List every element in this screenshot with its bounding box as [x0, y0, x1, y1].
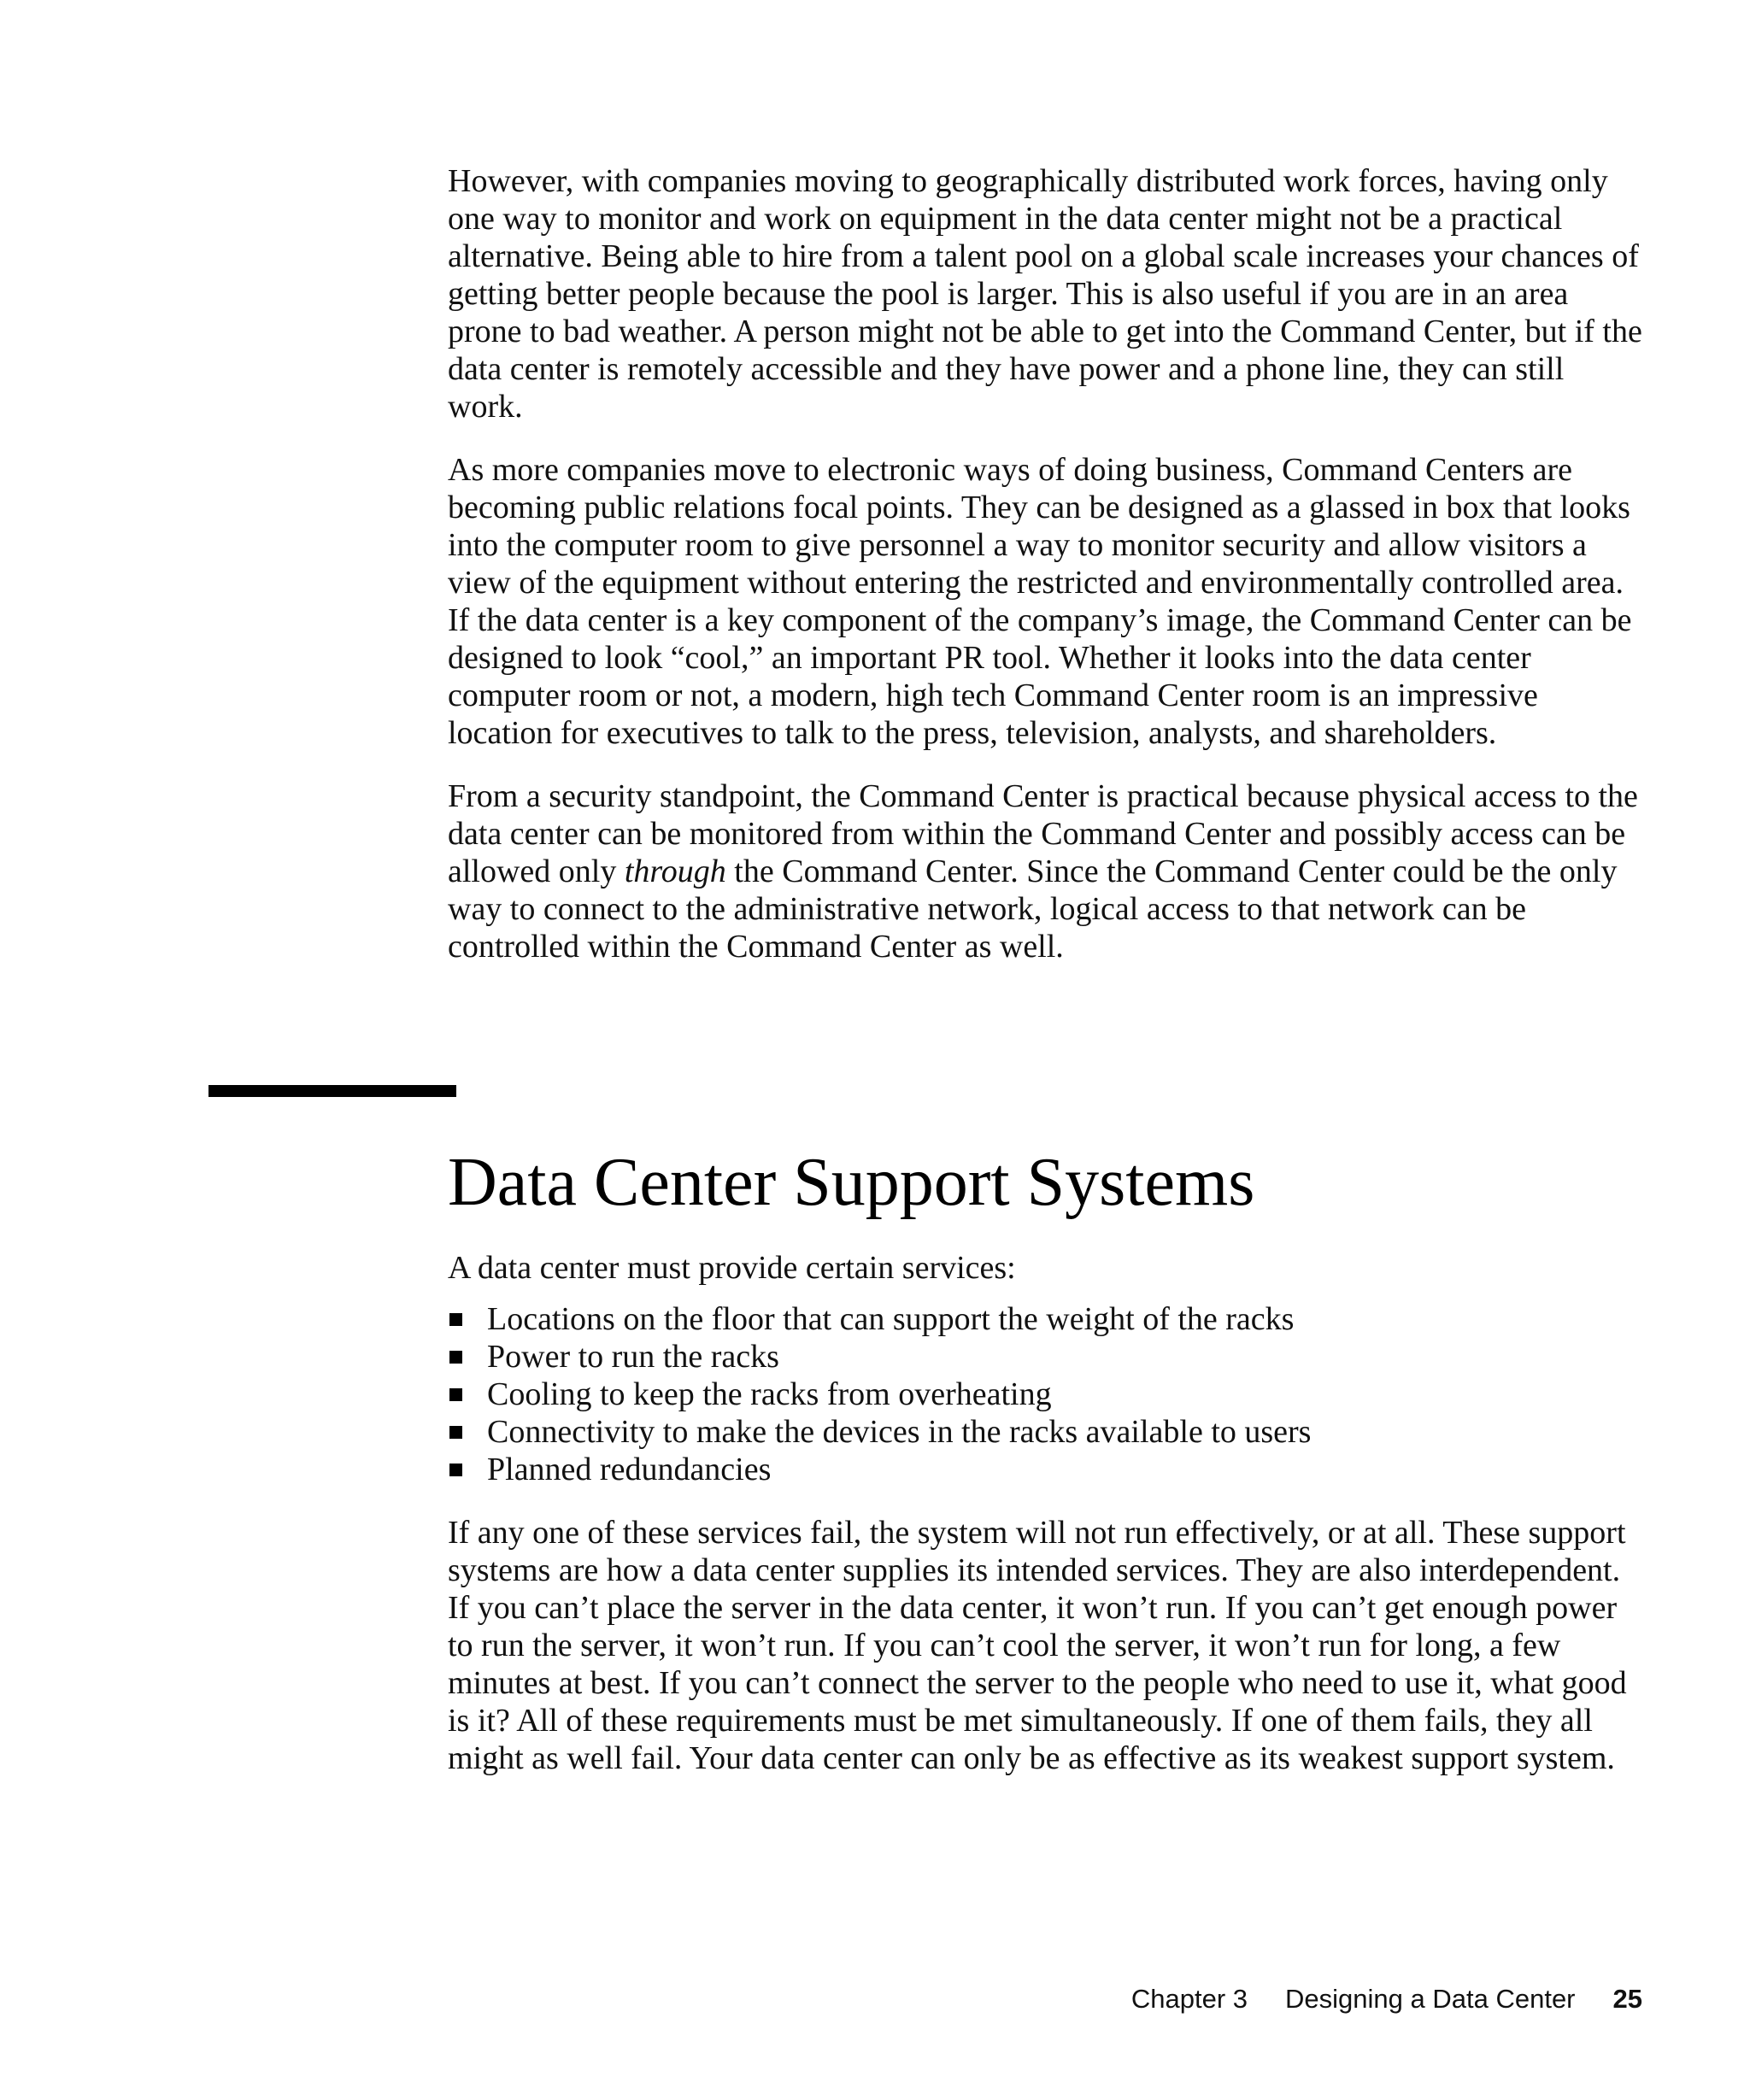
paragraph-interdependence: If any one of these services fail, the system will not run effectively, or at all. These support systems are how a data center supplies its intended services. They are also interdependent. If you can’t place the server in the data center, it won’t run. If you can’t get enough power to run the server, it won’t run. If you can’t cool the server, it won’t run for long, a few minutes at best. If you can’t connect the server to the people who need to use it, what good is it? All of these requirements must be met simultaneously. If one of them fails, they all might as well fail. Your data center can only be as effective as its weakest support system.	[448, 1515, 1627, 1776]
list-item-text: Planned redundancies	[487, 1452, 772, 1487]
list-item-text: Locations on the floor that can support the weight of the racks	[487, 1301, 1295, 1337]
square-bullet-icon	[449, 1351, 462, 1364]
footer-chapter-label: Chapter 3	[1130, 1984, 1248, 2014]
square-bullet-icon	[449, 1426, 462, 1439]
section-divider-bar	[208, 1085, 456, 1097]
list-item-text: Cooling to keep the racks from overheating	[487, 1376, 1052, 1412]
section-support-systems	[448, 1141, 1644, 1803]
emphasis-through: through	[624, 853, 726, 889]
section-intro: A data center must provide certain services:	[448, 1250, 1016, 1286]
body-text	[448, 162, 1644, 991]
page-number: 25	[1612, 1984, 1642, 2014]
paragraph-security	[448, 777, 1644, 965]
square-bullet-icon	[449, 1388, 462, 1401]
paragraph-security-end: the Command Center. Since the Command Center could be the only way to connect to the administrative network, logical access to that network can be controlled within the Command Center as well.	[448, 853, 1618, 965]
list-item	[448, 1338, 1644, 1376]
list-item	[448, 1413, 1644, 1451]
list-item-text: Power to run the racks	[487, 1339, 779, 1375]
section-title: Data Center Support Systems	[448, 1145, 1255, 1220]
list-item	[448, 1376, 1644, 1413]
services-list	[448, 1300, 1644, 1488]
square-bullet-icon	[449, 1313, 462, 1326]
paragraph-security-start: From a security standpoint, the Command Center is practical because physical access to the data center can be monitored from within the Command Center and possibly access can be allowed only	[448, 778, 1638, 889]
square-bullet-icon	[449, 1464, 462, 1476]
list-item-text: Connectivity to make the devices in the racks available to users	[487, 1414, 1312, 1450]
paragraph-public-relations: As more companies move to electronic ways of doing business, Command Centers are becoming public relations focal points. They can be designed as a glassed in box that looks into the computer room to give personnel a way to monitor security and allow visitors a view of the equipment without entering the restricted and environmentally controlled area. If the data center is a key component of the company’s image, the Command Center can be designed to look “cool,” an important PR tool. Whether it looks into the data center computer room or not, a modern, high tech Command Center room is an impressive location for executives to talk to the press, television, analysts, and shareholders.	[448, 452, 1632, 751]
paragraph-remote-work: However, with companies moving to geographically distributed work forces, having only one way to monitor and work on equipment in the data center might not be a practical alternative. Being able to hire from a talent pool on a global scale increases your chances of getting better people because the pool is larger. This is also useful if you are in an area prone to bad weather. A person might not be able to get into the Command Center, but if the data center is remotely accessible and they have power and a phone line, they can still work.	[448, 163, 1642, 425]
list-item	[448, 1451, 1644, 1488]
list-item	[448, 1300, 1644, 1338]
page-footer	[1131, 1982, 1642, 2016]
footer-chapter-title: Designing a Data Center	[1285, 1984, 1576, 2014]
